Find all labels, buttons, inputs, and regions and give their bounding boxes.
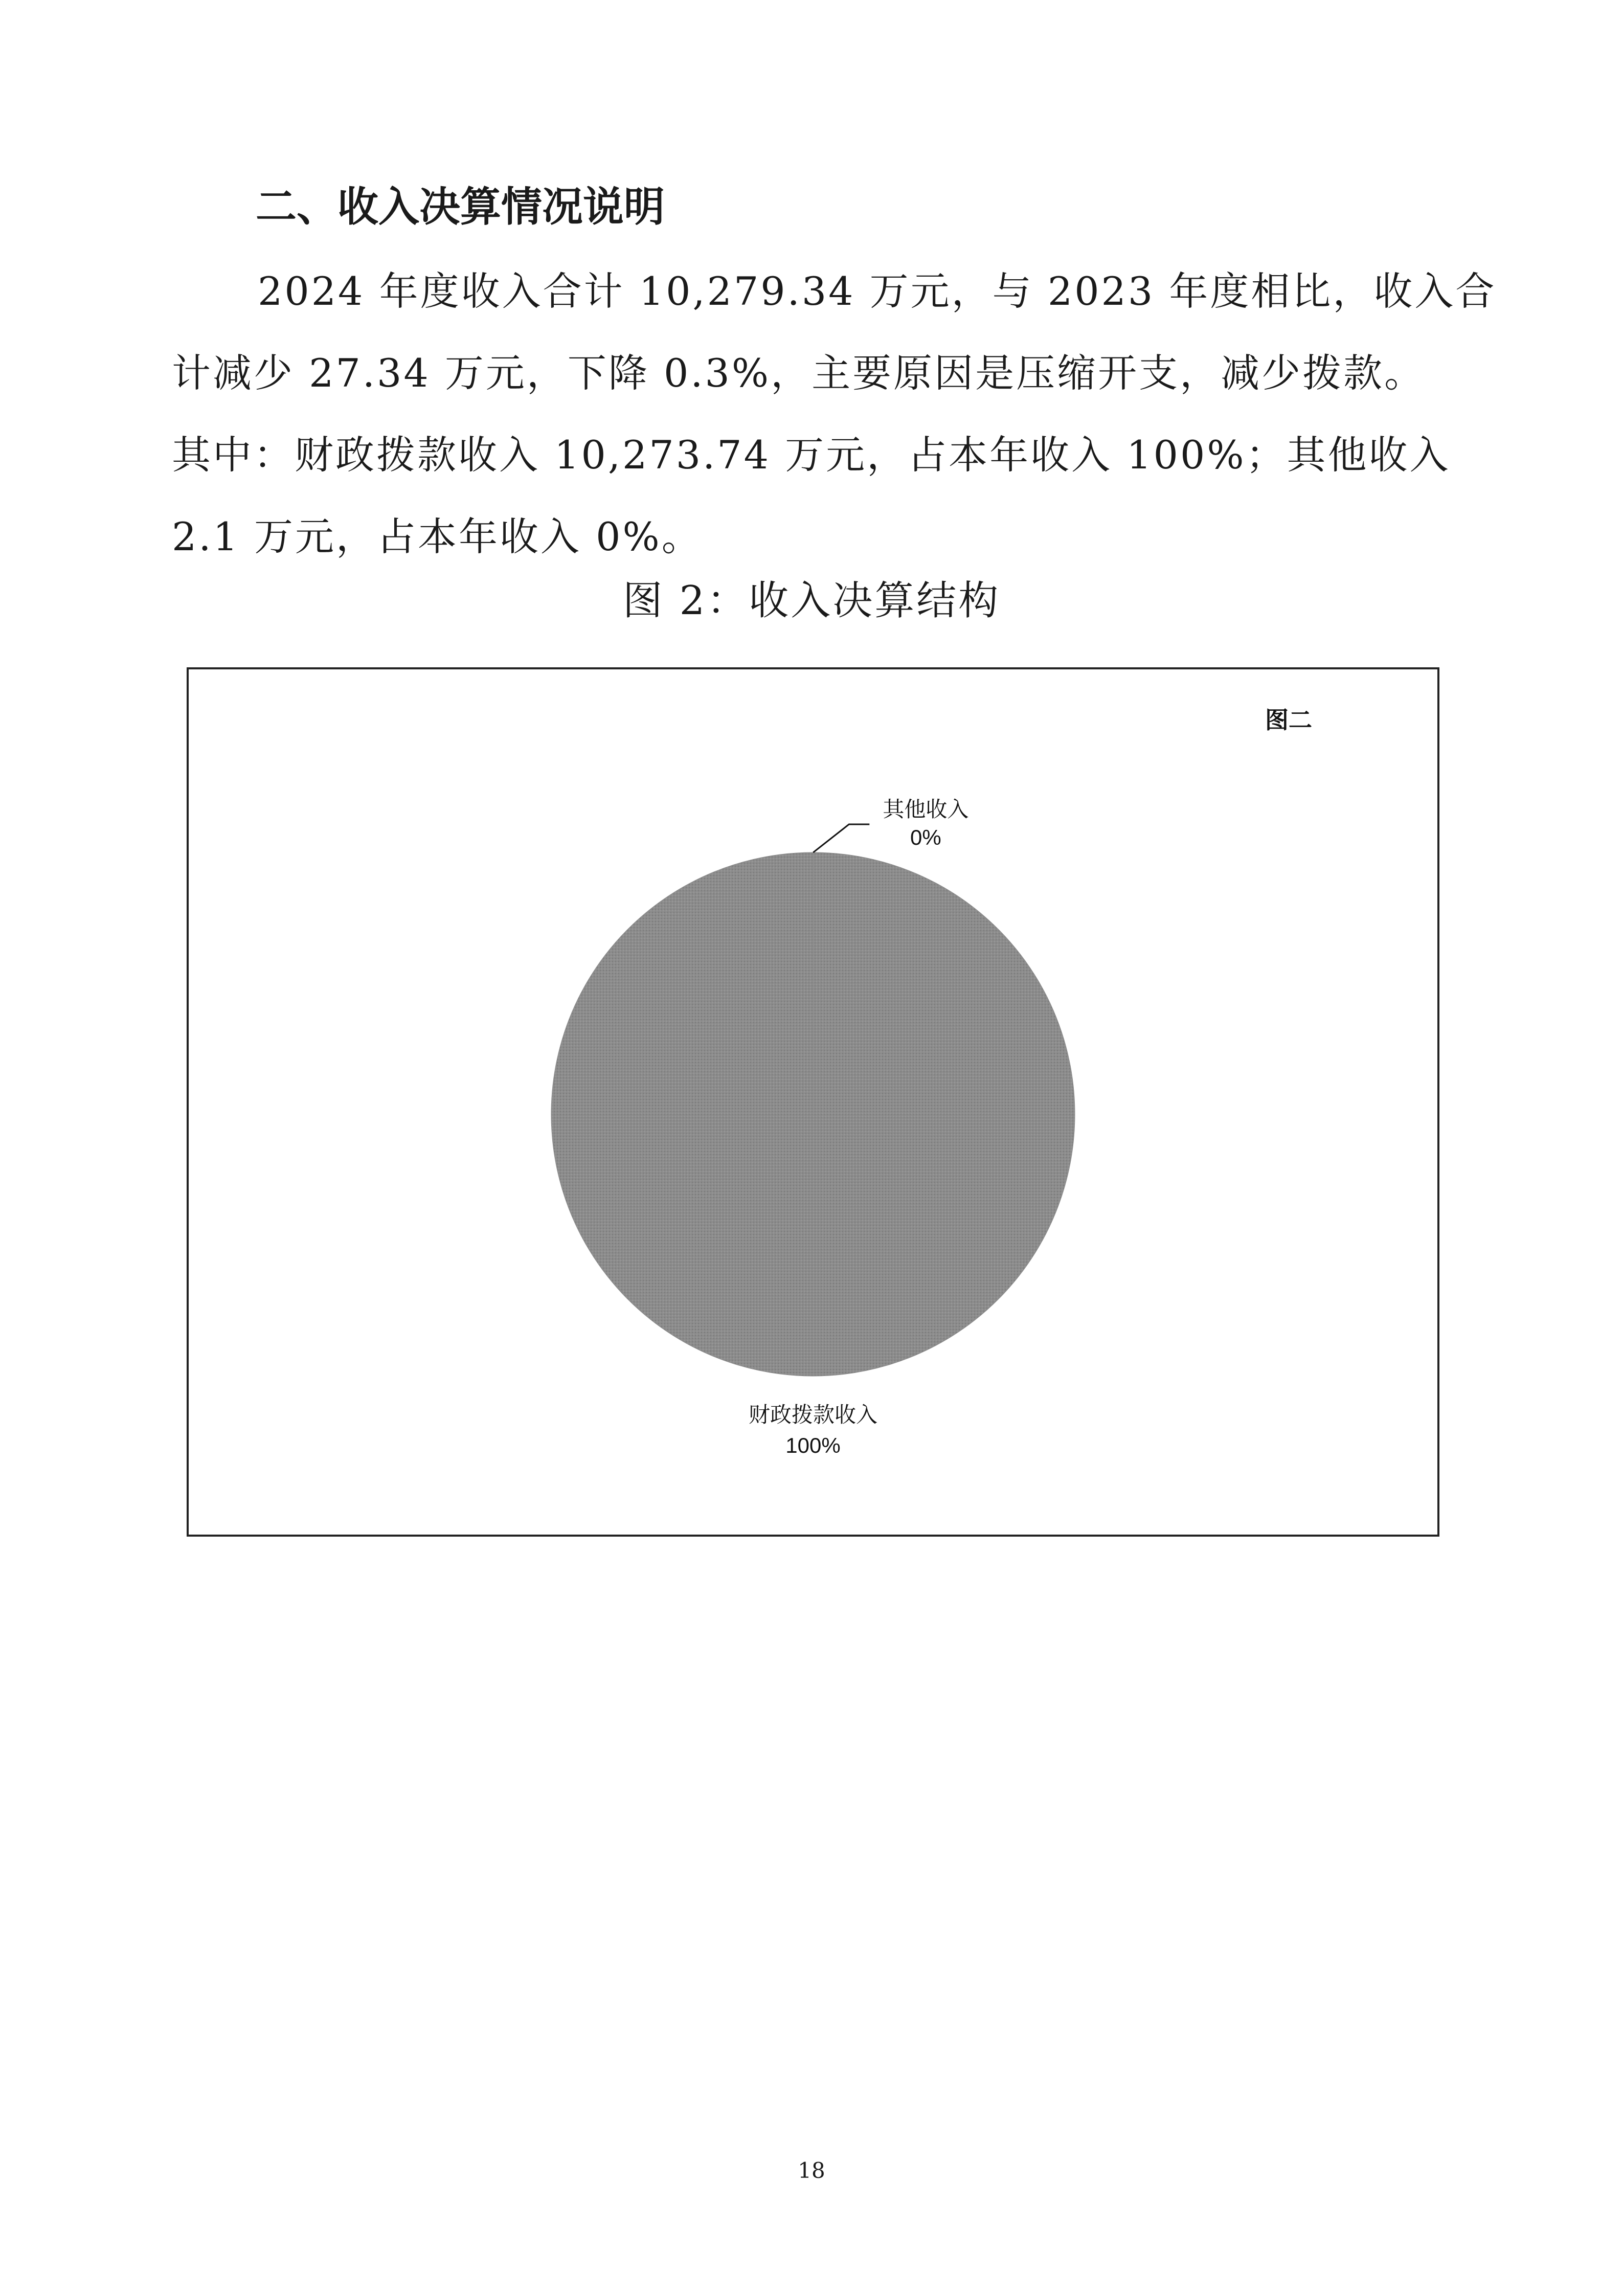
body-paragraph-line-2 [172, 332, 1460, 414]
section-heading: 二、收入决算情况说明 [256, 183, 665, 231]
body-line: 2024 年度收入合计 10,279.34 万元，与 2023 年度相比，收入合 [258, 268, 1497, 314]
pie-slice [551, 852, 1075, 1376]
pie-slices [551, 852, 1075, 1376]
body-line: 其中：财政拨款收入 10,273.74 万元，占本年收入 100%；其他收入 [172, 432, 1451, 478]
page-number: 18 [798, 2158, 825, 2183]
body-paragraph [172, 251, 1497, 332]
body-line: 2.1 万元，占本年收入 0%。 [172, 514, 703, 559]
body-paragraph-line-4 [172, 496, 1460, 578]
leader-line [813, 824, 869, 852]
pie-chart [189, 669, 1437, 1535]
slice-label: 财政拨款收入 [748, 1403, 878, 1427]
slice-label: 其他收入 [883, 797, 969, 822]
slice-percent-label: 100% [785, 1433, 841, 1457]
chart-title: 图二 [1265, 707, 1312, 733]
slice-percent-label: 0% [910, 825, 941, 850]
body-paragraph-line-3 [172, 414, 1460, 496]
body-line: 计减少 27.34 万元，下降 0.3%，主要原因是压缩开支，减少拨款。 [172, 350, 1426, 396]
pie-chart-frame [187, 667, 1439, 1537]
figure-caption: 图 2：收入决算结构 [622, 578, 1001, 624]
